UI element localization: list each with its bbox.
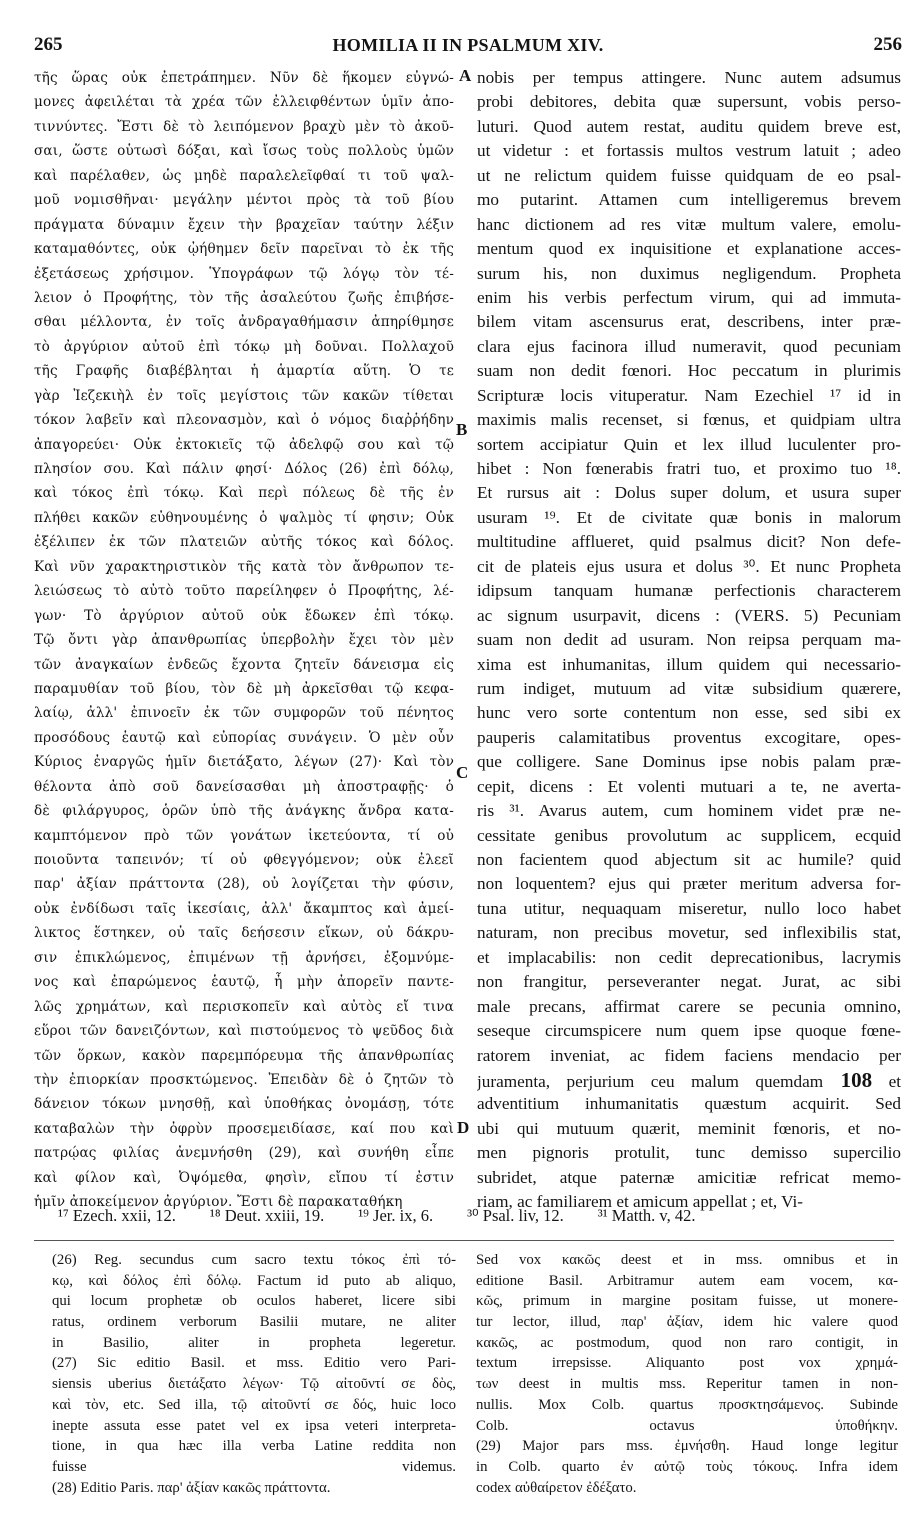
latin-text-line: mo putarint. Attamen cum intelligeremus brevem	[477, 190, 901, 210]
greek-text-line: καὶ φίλον καὶ, Ὀψόμεθα, φησὶν, εἴπου τί ἐστιν	[34, 1169, 454, 1186]
greek-text-line: ἐξετάσεως χρήσιμον. Ὑπογράφων τῷ λόγῳ τὸν τέ-	[34, 265, 454, 282]
latin-text-line: ut ne relictum quidem fuisse quidquam de eo psal-	[477, 165, 901, 185]
footnote-divider	[34, 1240, 894, 1241]
latin-text-line: Scripturæ locis vituperatur. Nam Ezechiel ¹⁷ id in	[477, 385, 901, 405]
latin-text-line: cit de plateis ejus usura et dolus ³⁰. Et nunc Propheta	[477, 556, 901, 576]
latin-text-line: Et rursus ait : Dolus super dolum, et usura super	[477, 483, 901, 503]
latin-text-line: clara ejus facinora illud numeravit, quod pecuniam	[477, 336, 901, 356]
greek-text-line: λῶς χρημάτων, καὶ περισκοπεῖν καὶ αὐτὸς εἴ τινα	[34, 998, 454, 1015]
scripture-reference: ¹⁹ Jer. ix, 6.	[358, 1206, 434, 1225]
greek-text-line: λικτος ἕστηκεν, οὐ ταῖς δεήσεσιν εἴκων, οὐ δάκρυ-	[34, 925, 454, 942]
greek-text-line: τῶν ὅρκων, κακὸν παρεμπόρευμα τῆς ἀπανθρωπίας	[34, 1047, 454, 1064]
greek-text-line: μοῦ νομισθῆναι· μεγάλην μέντοι πρὸς τὰ τοῦ βίου	[34, 192, 454, 209]
latin-text-line: probi debitores, debita quæ supersunt, vobis perso-	[477, 92, 901, 112]
latin-text-line: et implacabilis: non cedit deprecationibus, lacrymis	[477, 947, 901, 967]
greek-text-line: παραμυθίαν τοῦ βίου, τὸν δὲ μὴ ἀρκεῖσθαι τῷ κεφα-	[34, 680, 454, 697]
greek-text-line: τῶν ἀναγκαίων ἐνδεῶς ἔχοντα ζητεῖν δάνεισμα εἰς	[34, 656, 454, 673]
latin-text-line: ut videtur : et fortassis multos vestrum latuit ; adeo	[477, 141, 901, 161]
latin-text-line: enim his verbis perfectum virum, qui ad immuta-	[477, 287, 901, 307]
scripture-reference: ¹⁸ Deut. xxiii, 19.	[209, 1206, 325, 1225]
greek-text-line: παρ' ἀξίαν πράττοντα (28), οὐ λογίζεται τὴν φύσιν,	[34, 876, 454, 893]
greek-text-line: ἐξέλιπεν ἐκ τῶν πλατειῶν αὐτῆς τόκος καὶ δόλος.	[34, 534, 454, 551]
greek-text-line: λειώσεως τὸ αὐτὸ τοῦτο παρείληφεν ὁ Προφήτης, λέ-	[34, 583, 454, 600]
latin-text-line: subridet, atque paternæ amicitiæ refricat memo-	[477, 1167, 901, 1187]
latin-text-line: cessitate genibus provolutum ac supplicem, ecquid	[477, 825, 901, 845]
inline-text: et	[872, 1071, 901, 1091]
greek-text-line: προσόδους ἑαυτῷ καὶ εὐπορίας συνάγειν. Ὁ μὲν οὖν	[34, 729, 454, 746]
footnote-line: (29) Major pars mss. ἐμνήσθη. Haud longe legitur	[476, 1438, 898, 1455]
latin-text-line: bilem vitam ascensurus erat, describens, inter præ-	[477, 312, 901, 332]
margin-marker-c: C	[456, 763, 469, 782]
scripture-reference: ³¹ Matth. v, 42.	[597, 1206, 696, 1225]
latin-text-line: mentum quod ex inquisitione et explanatione acces-	[477, 239, 901, 259]
greek-text-line: σθαι μέλλοντα, ἐν τοῖς ἀνδραγαθήμασιν ἀπηρίθμησε	[34, 314, 454, 331]
greek-text-line: ἀπαγορεύει· Οὐκ ἐκτοκιεῖς τῷ ἀδελφῷ σου καὶ τῷ	[34, 436, 454, 453]
greek-text-line: εὕροι τῶν δανειζόντων, καὶ πιστούμενος τὸ ψεῦδος διὰ	[34, 1023, 454, 1040]
greek-text-line: τὴν ἐπιορκίαν προσκτώμενος. Ἐπειδὰν δὲ ὁ ζητῶν τὸ	[34, 1071, 454, 1088]
footnote-line: κακῶς, ac postmodum, quod non raro contigit, in	[476, 1334, 898, 1351]
greek-text-line: Τῷ ὄντι γὰρ ἀπανθρωπίας ὑπερβολὴν ἔχει τὸν μὲν	[34, 632, 454, 649]
greek-text-line: πατρῴας φιλίας ἀνεμνήσθη (29), καὶ συνήθη εἶπε	[34, 1145, 454, 1162]
latin-text-line: luturi. Quod autem restat, auditu quidem breve est,	[477, 116, 901, 136]
latin-text-line: sortem accipiatur Quin et lex illud luculenter pro-	[477, 434, 901, 454]
greek-text-column	[34, 66, 454, 1215]
footnote-line: (28) Editio Paris. παρ' ἀξίαν κακῶς πράττοντα.	[52, 1479, 331, 1496]
footnote-line: Colb. octavus ὑποθήκην.	[476, 1417, 898, 1434]
footnote-line: Sed vox κακῶς deest et in mss. omnibus et in	[476, 1252, 898, 1268]
latin-text-line: ratorem inveniat, ac fidem faciens mendacio per	[477, 1045, 901, 1065]
greek-text-line: λαίῳ, ἀλλ' ἐπινοεῖν ἐκ τῶν συμφορῶν τοῦ πένητος	[34, 705, 454, 722]
greek-text-line: καταμαθόντες, οὐκ ᾠήθημεν δεῖν παρεῖναι τὸ ἐκ τῆς	[34, 241, 454, 258]
greek-text-line: γὰρ Ἰεζεκιὴλ ἐν τοῖς μεγίστοις τῶν κακῶν τίθεται	[34, 387, 454, 404]
latin-text-line: non frangitur, perseveranter negat. Jurat, ac sibi	[477, 972, 901, 992]
footnote-line: inepte assuta esse patet vel ex ipsa veteri interpreta-	[52, 1417, 456, 1434]
greek-text-line: σαι, ὥστε οὑτωσὶ δόξαι, καὶ ἴσως τοὺς πολλοὺς ὑμῶν	[34, 143, 454, 160]
latin-text-line: male precans, affirmat carere se pecunia omnino,	[477, 996, 901, 1016]
latin-text-line: men pignoris protulit, tunc demisso supercilio	[477, 1143, 901, 1163]
greek-text-line: πλησίον σου. Καὶ πάλιν φησί· Δόλος (26) ἐπὶ δόλῳ,	[34, 461, 454, 477]
latin-text-line: cepit, dicens : Et volenti mutuari a te, ne averta-	[477, 776, 901, 796]
latin-text-line: seseque circumspicere num quem ipse quoque fœne-	[477, 1021, 901, 1041]
greek-text-line: μονες ἀφειλέται τὰ χρέα τῶν ἐλλειφθέντων ὑμῖν ἀπο-	[34, 94, 454, 111]
greek-text-line: καὶ τόκος ἐπὶ τόκῳ. Καὶ περὶ πόλεως δὲ τῆς ἐν	[34, 485, 454, 502]
margin-marker-d: D	[457, 1118, 470, 1137]
footnotes-left-column	[52, 1250, 456, 1498]
footnote-line: editione Basil. Arbitramur autem eam vocem, κα-	[476, 1272, 898, 1289]
latin-text-line: non facientem quod abjectum sit ac humile? quid	[477, 850, 901, 869]
footnote-line: (26) Reg. secundus cum sacro textu τόκος ἐπὶ τό-	[52, 1252, 456, 1268]
latin-text-line: adventitium inhumanitatis quæstum acquirit. Sed	[477, 1094, 901, 1114]
margin-marker-b: B	[456, 420, 468, 439]
latin-text-line: ac signum usurpavit, dicens : (VERS. 5) Pecuniam	[477, 605, 901, 625]
latin-text-line: multitudine afflueret, quid psalmus dicit? Non defe-	[477, 532, 901, 552]
latin-text-column	[477, 66, 901, 1215]
greek-text-line: τῆς Γραφῆς διαβέβληται ἡ ἁμαρτία αὕτη. Ὁ τε	[34, 363, 454, 380]
greek-text-line: τῆς ὥρας οὐκ ἐπετράπημεν. Νῦν δὲ ἥκομεν εὐγνώ-	[34, 70, 454, 86]
column-number: 108	[823, 1067, 873, 1092]
greek-text-line: πράγματα δύναμιν ἔχειν τὴν βραχεῖαν ταύτην λέξιν	[34, 216, 454, 233]
footnote-line: in Colb. quarto ἐν αὐτῷ τοὺς τόκους. Infra idem	[476, 1458, 898, 1475]
greek-text-line: οὐκ ἐνδίδωσι ταῖς ἱκεσίαις, ἀλλ' ἄκαμπτος καὶ ἀμεί-	[34, 900, 454, 917]
footnote-line: ratus, ordinem verborum Basilii mutare, ne aliter	[52, 1314, 456, 1331]
greek-text-line: σιν ἐπικλώμενος, ἐπιμένων τῇ ἀρνήσει, ἐξομνύμε-	[34, 949, 454, 966]
greek-text-line: γων· Τὸ ἀργύριον αὐτοῦ οὐκ ἔδωκεν ἐπὶ τόκῳ.	[34, 607, 454, 624]
running-title: HOMILIA II IN PSALMUM XIV.	[332, 35, 604, 55]
footnote-line: in Basilio, aliter in propheta legeretur.	[52, 1334, 456, 1351]
latin-text-line: non loquentem? ejus qui præter meritum adversa for-	[477, 874, 901, 894]
latin-text-line: hanc dictionem ad res vitæ multum valere, emolu-	[477, 214, 901, 234]
footnote-line: καὶ τὸν, etc. Sed illa, τῷ αἰτοῦντί σε δός, huic loco	[52, 1396, 456, 1413]
greek-text-line: καμπτόμενον πρὸ τῶν γονάτων ἱκετεύοντα, τί οὐ	[34, 827, 454, 844]
footnote-line: textum irrepsisse. Aliquanto post vox χρημά-	[476, 1355, 898, 1372]
greek-text-line: τόκον λαβεῖν καὶ πλεονασμὸν, καὶ ὁ νόμος διαῤῥήδην	[34, 412, 454, 429]
latin-text-line: surum his, non duximus negligendum. Propheta	[477, 263, 901, 283]
scripture-reference: ¹⁷ Ezech. xxii, 12.	[58, 1206, 176, 1225]
footnote-line: tur lector, illud, παρ' ἀξίαν, idem hic valere quod	[476, 1314, 898, 1331]
latin-text-line: suam non dedit fœnori. Hoc peccatum in plurimis	[477, 361, 901, 381]
page-number-left: 265	[34, 34, 63, 55]
greek-text-line: Κύριος ἐναργῶς ἡμῖν διετάξατο, λέγων (27)· Καὶ τὸν	[34, 754, 454, 771]
latin-text-line: ubi qui mutuum quærit, meminit fœnoris, et no-	[477, 1118, 901, 1138]
footnote-line: nullis. Mox Colb. quartus προσκτησάμενος. Subinde	[476, 1396, 898, 1413]
latin-text-line: hunc vero sorte contentum non esse, sed sibi ex	[477, 703, 901, 723]
latin-text-line: idipsum tanquam humanæ perfectionis characterem	[477, 581, 901, 601]
footnote-line: tione, in qua hæc illa verba Latine reddita non	[52, 1438, 456, 1455]
latin-text-line: ris ³¹. Avarus autem, cum hominem videt præ ne-	[477, 801, 901, 821]
running-header	[34, 34, 902, 60]
footnote-line: fuisse videmus.	[52, 1458, 456, 1475]
latin-text-line: juramenta, perjurium ceu malum quemdam 108 et	[477, 1067, 901, 1092]
greek-text-line: τιννύντες. Ἔστι δὲ τὸ λειπόμενον βραχὺ μὲν τὸ ἀκοῦ-	[34, 118, 454, 135]
greek-text-line: δὲ φιλάργυρος, ὁρῶν ὑπὸ τῆς ἀνάγκης ἄνδρα κατα-	[34, 803, 454, 820]
footnote-line: κῳ, καὶ δόλος ἐπὶ δόλῳ. Factum id puto ab aliquo,	[52, 1272, 456, 1289]
footnote-line: των deest in multis mss. Reperitur tamen in non-	[476, 1376, 898, 1393]
latin-text-line: naturam, non precibus movetur, sed inflexibilis stat,	[477, 923, 901, 943]
footnote-line: (27) Sic editio Basil. et mss. Editio vero Pari-	[52, 1355, 456, 1372]
latin-text-line: pauperis calamitatibus proventus excogitare, opes-	[477, 727, 901, 747]
page-number-right: 256	[873, 34, 902, 55]
greek-text-line: πλήθει κακῶν εὐθηνουμένης ὁ ψαλμὸς τί φησιν; Οὐκ	[34, 509, 454, 526]
greek-text-line: λειον ὁ Προφήτης, τὸν τῆς ἀσαλεύτου ζωῆς ἐπιβήσε-	[34, 289, 454, 306]
greek-text-line: καταβαλὼν τὴν ὀφρὺν προσεμειδίασε, καί που καὶ	[34, 1120, 454, 1137]
latin-text-line: suam non dedit ad usuram. Non reipsa perquam ma-	[477, 630, 901, 650]
margin-marker-a: A	[459, 66, 472, 85]
latin-text-line: tuna utitur, nequaquam miseretur, nullo loco habet	[477, 898, 901, 918]
footnote-line: siensis uberius διετάξατο λέγων· Τῷ αἰτοῦντί σε δὸς,	[52, 1376, 456, 1393]
latin-text-line: maximis malis recenset, si fœnus, et quidpiam ultra	[477, 410, 901, 430]
greek-text-line: ἡμῖν ἀποκείμενον ἀργύριον. Ἔστι δὲ παρακαταθήκη	[34, 1194, 403, 1211]
scripture-reference: ³⁰ Psal. liv, 12.	[467, 1206, 564, 1225]
footnote-line: κῶς, primum in margine positam fuisse, ut monere-	[476, 1293, 898, 1310]
latin-text-line: que colligere. Sane Dominus ipse nobis palam præ-	[477, 752, 901, 772]
latin-text-line: hibet : Non fœnerabis fratri tuo, et proximo tuo ¹⁸.	[477, 459, 901, 478]
greek-text-line: τὸ ἀργύριον αὐτοῦ ἐπὶ τόκῳ μὴ δοῦναι. Πολλαχοῦ	[34, 338, 454, 355]
latin-text-line: xima est inhumanitas, illum quidem qui necessario-	[477, 654, 901, 674]
greek-text-line: νος καὶ ἐπαρώμενος ἑαυτῷ, ἦ μὴν ἀπορεῖν παντε-	[34, 974, 454, 991]
latin-text-line: nobis per tempus attingere. Nunc autem adsumus	[477, 68, 901, 87]
greek-text-line: δάνειον τόκων μνησθῇ, καὶ ὑποθήκας ὀνομάσῃ, τότε	[34, 1096, 454, 1113]
footnotes-right-column	[476, 1250, 898, 1498]
latin-text-line: riam, ac familiarem et amicum appellat ; et, Vi-	[477, 1192, 804, 1212]
footnote-line: qui locum prophetæ ob oculos haberet, licere sibi	[52, 1293, 456, 1310]
greek-text-line: ποιοῦντα ταπεινόν; τί οὐ φθεγγόμενον; οὐκ ἐλεεῖ	[34, 852, 454, 868]
footnote-line: codex αὐθαίρετον ἐδέξατο.	[476, 1479, 637, 1496]
greek-text-line: Καὶ νῦν χαρακτηριστικὸν τῆς κατὰ τὸν ἄνθρωπον τε-	[34, 558, 454, 575]
latin-text-line: rum indiget, mutuum ad vitæ subsidium quærere,	[477, 678, 901, 698]
latin-text-line: usuram ¹⁹. Et de civitate quæ bonis in malorum	[477, 507, 901, 527]
greek-text-line: θέλοντα ἀπὸ σοῦ δανείσασθαι μὴ ἀποστραφῇς· ὁ	[34, 778, 454, 795]
scripture-references	[58, 1206, 894, 1230]
greek-text-line: καὶ παρέλαθεν, ὡς μηδὲ παραλελεῖφθαί τι τοῦ ψαλ-	[34, 167, 454, 184]
